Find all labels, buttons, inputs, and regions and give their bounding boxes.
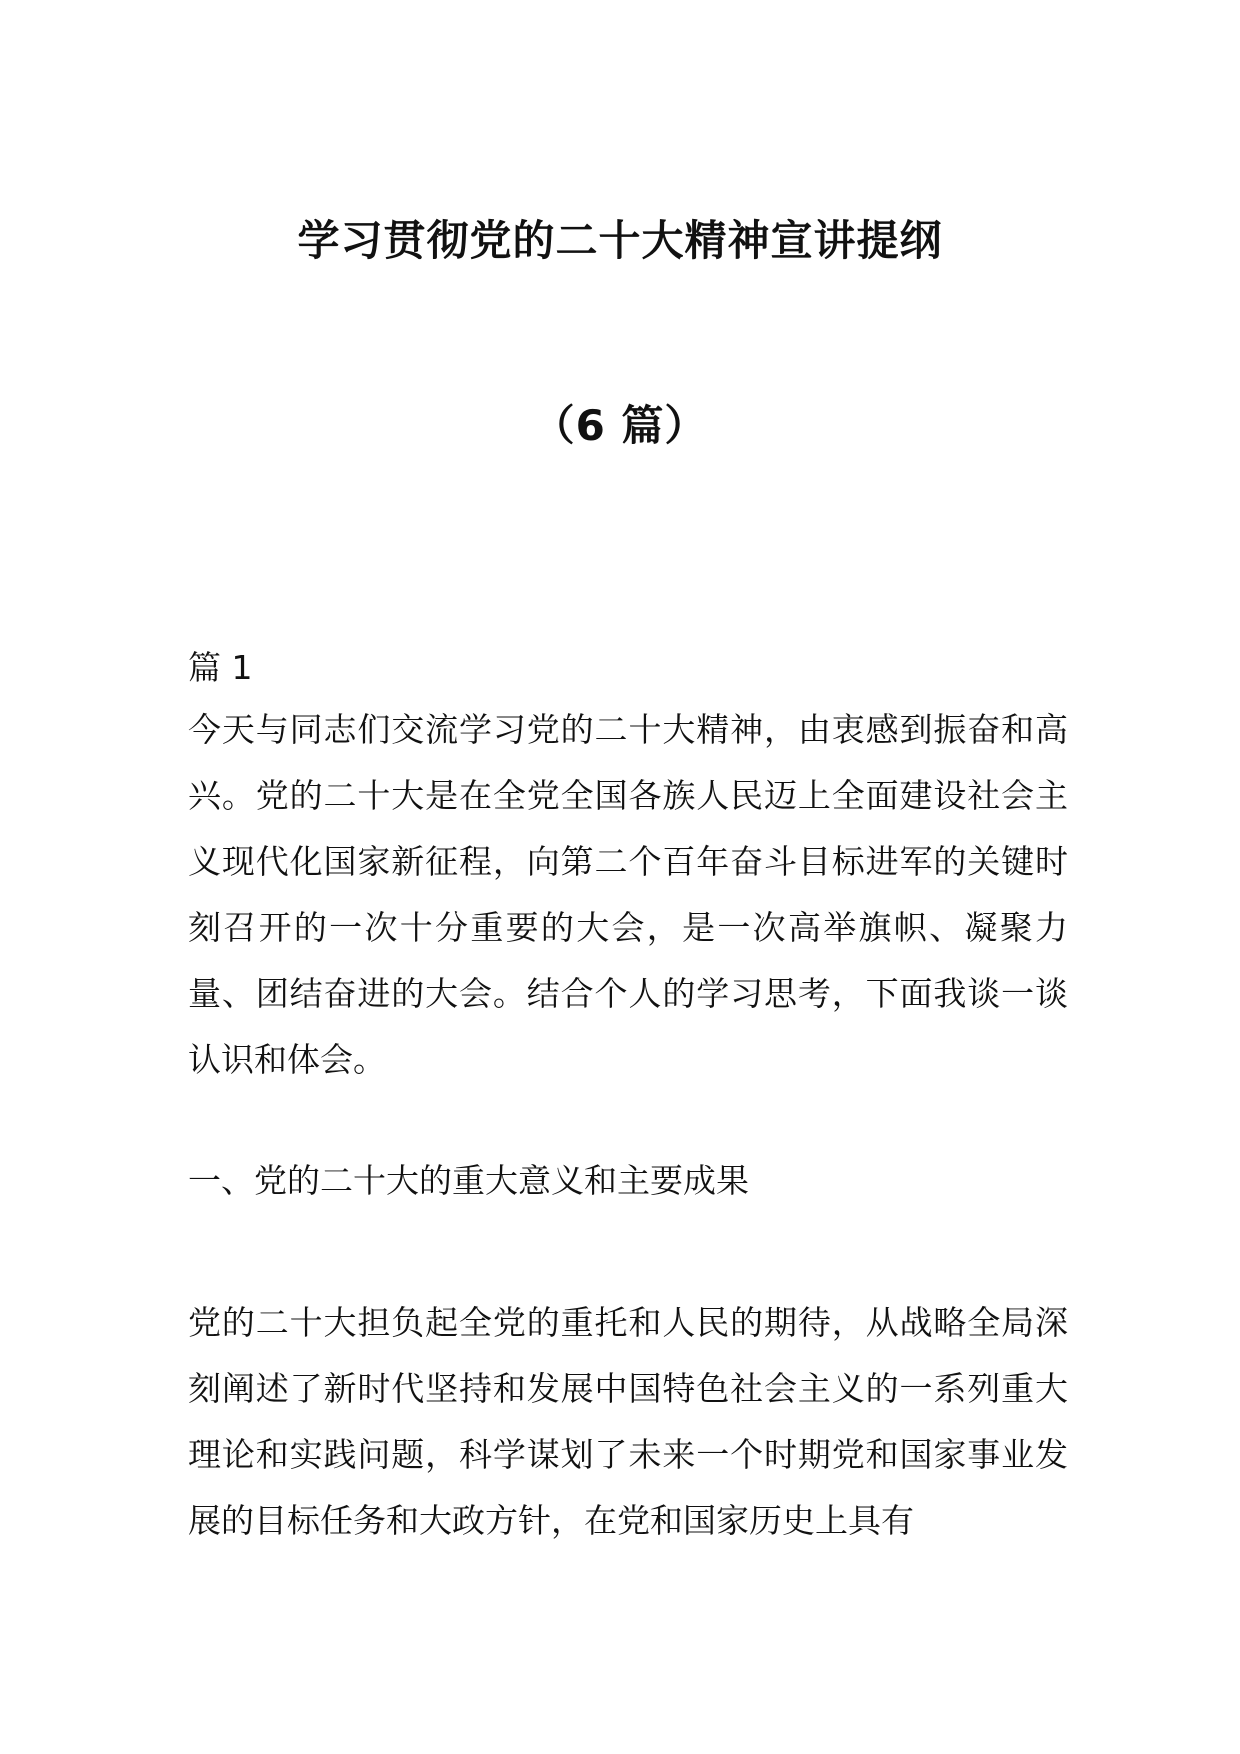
section-label: 篇 1 <box>188 648 253 687</box>
document-title: 学习贯彻党的二十大精神宣讲提纲 <box>297 216 943 265</box>
body-paragraph: 党的二十大担负起全党的重托和人民的期待，从战略全局深刻阐述了新时代坚持和发展中国特色社会主义的一系列重大理论和实践问题，科学谋划了未来一个时期党和国家事业发展的目标任务和大政方针，在党和国家历史上具有 <box>188 1303 1068 1540</box>
document-subtitle: （6 篇） <box>532 401 708 450</box>
section-heading: 一、党的二十大的重大意义和主要成果 <box>188 1161 749 1200</box>
intro-paragraph: 今天与同志们交流学习党的二十大精神，由衷感到振奋和高兴。党的二十大是在全党全国各族人民迈上全面建设社会主义现代化国家新征程，向第二个百年奋斗目标进军的关键时刻召开的一次十分重要的大会，是一次高举旗帜、凝聚力量、团结奋进的大会。结合个人的学习思考，下面我谈一谈认识和体会。 <box>188 710 1068 1079</box>
